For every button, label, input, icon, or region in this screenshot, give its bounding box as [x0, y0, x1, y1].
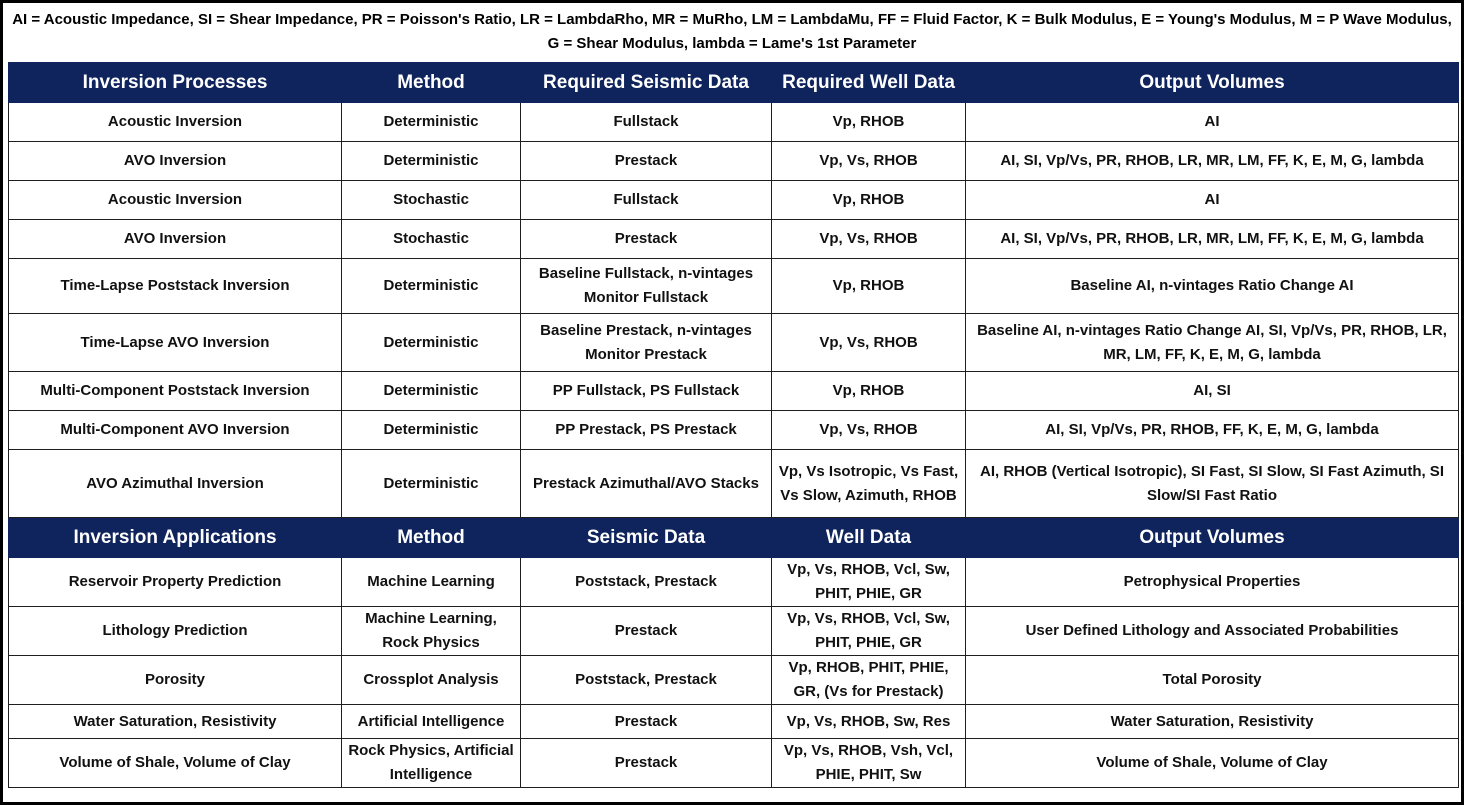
table-row: [9, 372, 1459, 411]
cell-seismic-data: Prestack: [521, 739, 772, 788]
cell-process: Time-Lapse AVO Inversion: [9, 314, 342, 372]
cell-method: Stochastic: [342, 181, 521, 220]
cell-application: Reservoir Property Prediction: [9, 558, 342, 607]
cell-output-volumes: AI, SI, Vp/Vs, PR, RHOB, LR, MR, LM, FF, K, E, M, G, lambda: [966, 142, 1459, 181]
cell-method: Stochastic: [342, 220, 521, 259]
applications-header-row: [9, 518, 1459, 558]
cell-method: Crossplot Analysis: [342, 656, 521, 705]
cell-output-volumes: Baseline AI, n-vintages Ratio Change AI, SI, Vp/Vs, PR, RHOB, LR, MR, LM, FF, K, E, M, G, lambda: [966, 314, 1459, 372]
cell-process: Acoustic Inversion: [9, 181, 342, 220]
cell-well-data: Vp, Vs, RHOB, Vsh, Vcl, PHIE, PHIT, Sw: [772, 739, 966, 788]
abbreviation-legend: AI = Acoustic Impedance, SI = Shear Impedance, PR = Poisson's Ratio, LR = LambdaRho, MR = MuRho, LM = LambdaMu, FF = Fluid Factor, K = Bulk Modulus, E = Young's Modulus, M = P Wave Modulus, G = Shear Modulus, lambda = Lame's 1st Parameter: [12, 11, 1452, 52]
table-row: [9, 450, 1459, 518]
cell-well-data: Vp, Vs, RHOB, Sw, Res: [772, 705, 966, 739]
table-row: [9, 314, 1459, 372]
table-row: [9, 558, 1459, 607]
header-seismic-data: Seismic Data: [521, 518, 772, 558]
header-method: Method: [342, 518, 521, 558]
cell-output-volumes: AI: [966, 103, 1459, 142]
header-required-seismic-data: Required Seismic Data: [521, 63, 772, 103]
cell-output-volumes: AI, SI, Vp/Vs, PR, RHOB, FF, K, E, M, G, lambda: [966, 411, 1459, 450]
cell-well-data: Vp, Vs, RHOB: [772, 220, 966, 259]
cell-output-volumes: AI, RHOB (Vertical Isotropic), SI Fast, SI Slow, SI Fast Azimuth, SI Slow/SI Fast Ratio: [966, 450, 1459, 518]
cell-output-volumes: Baseline AI, n-vintages Ratio Change AI: [966, 259, 1459, 314]
processes-header-row: [9, 63, 1459, 103]
cell-output-volumes: Volume of Shale, Volume of Clay: [966, 739, 1459, 788]
cell-method: Machine Learning: [342, 558, 521, 607]
header-inversion-processes: Inversion Processes: [9, 63, 342, 103]
table-row: [9, 705, 1459, 739]
cell-method: Artificial Intelligence: [342, 705, 521, 739]
cell-application: Water Saturation, Resistivity: [9, 705, 342, 739]
table-row: [9, 739, 1459, 788]
header-well-data: Well Data: [772, 518, 966, 558]
cell-application: Volume of Shale, Volume of Clay: [9, 739, 342, 788]
cell-seismic-data: Poststack, Prestack: [521, 656, 772, 705]
cell-seismic-data: Prestack: [521, 142, 772, 181]
header-output-volumes: Output Volumes: [966, 518, 1459, 558]
cell-seismic-data: Fullstack: [521, 181, 772, 220]
cell-output-volumes: Water Saturation, Resistivity: [966, 705, 1459, 739]
cell-output-volumes: AI, SI, Vp/Vs, PR, RHOB, LR, MR, LM, FF, K, E, M, G, lambda: [966, 220, 1459, 259]
table-row: [9, 656, 1459, 705]
header-required-well-data: Required Well Data: [772, 63, 966, 103]
cell-output-volumes: AI: [966, 181, 1459, 220]
cell-well-data: Vp, Vs Isotropic, Vs Fast, Vs Slow, Azimuth, RHOB: [772, 450, 966, 518]
cell-well-data: Vp, RHOB: [772, 259, 966, 314]
cell-well-data: Vp, RHOB: [772, 181, 966, 220]
cell-seismic-data: PP Fullstack, PS Fullstack: [521, 372, 772, 411]
table-row: [9, 259, 1459, 314]
cell-seismic-data: Prestack: [521, 705, 772, 739]
table-row: [9, 181, 1459, 220]
cell-application: Lithology Prediction: [9, 607, 342, 656]
cell-process: Time-Lapse Poststack Inversion: [9, 259, 342, 314]
cell-seismic-data: Prestack Azimuthal/AVO Stacks: [521, 450, 772, 518]
inversion-table: [8, 62, 1459, 788]
cell-process: AVO Inversion: [9, 220, 342, 259]
cell-well-data: Vp, RHOB: [772, 103, 966, 142]
header-inversion-applications: Inversion Applications: [9, 518, 342, 558]
table-row: [9, 103, 1459, 142]
table-row: [9, 220, 1459, 259]
cell-application: Porosity: [9, 656, 342, 705]
cell-method: Deterministic: [342, 314, 521, 372]
cell-method: Deterministic: [342, 411, 521, 450]
cell-method: Rock Physics, Artificial Intelligence: [342, 739, 521, 788]
cell-well-data: Vp, RHOB: [772, 372, 966, 411]
cell-well-data: Vp, RHOB, PHIT, PHIE, GR, (Vs for Prestack): [772, 656, 966, 705]
cell-seismic-data: Prestack: [521, 220, 772, 259]
cell-well-data: Vp, Vs, RHOB: [772, 142, 966, 181]
cell-seismic-data: Baseline Prestack, n-vintages Monitor Prestack: [521, 314, 772, 372]
cell-process: Multi-Component Poststack Inversion: [9, 372, 342, 411]
header-method: Method: [342, 63, 521, 103]
cell-well-data: Vp, Vs, RHOB, Vcl, Sw, PHIT, PHIE, GR: [772, 607, 966, 656]
cell-well-data: Vp, Vs, RHOB: [772, 411, 966, 450]
table-row: [9, 607, 1459, 656]
cell-method: Machine Learning, Rock Physics: [342, 607, 521, 656]
cell-seismic-data: PP Prestack, PS Prestack: [521, 411, 772, 450]
cell-seismic-data: Prestack: [521, 607, 772, 656]
cell-method: Deterministic: [342, 259, 521, 314]
table-row: [9, 142, 1459, 181]
cell-well-data: Vp, Vs, RHOB, Vcl, Sw, PHIT, PHIE, GR: [772, 558, 966, 607]
cell-seismic-data: Poststack, Prestack: [521, 558, 772, 607]
cell-process: Multi-Component AVO Inversion: [9, 411, 342, 450]
cell-process: AVO Azimuthal Inversion: [9, 450, 342, 518]
cell-process: Acoustic Inversion: [9, 103, 342, 142]
cell-output-volumes: Petrophysical Properties: [966, 558, 1459, 607]
cell-method: Deterministic: [342, 372, 521, 411]
cell-method: Deterministic: [342, 450, 521, 518]
table-row: [9, 411, 1459, 450]
cell-process: AVO Inversion: [9, 142, 342, 181]
cell-seismic-data: Fullstack: [521, 103, 772, 142]
header-output-volumes: Output Volumes: [966, 63, 1459, 103]
cell-method: Deterministic: [342, 142, 521, 181]
cell-seismic-data: Baseline Fullstack, n-vintages Monitor Fullstack: [521, 259, 772, 314]
cell-output-volumes: Total Porosity: [966, 656, 1459, 705]
cell-output-volumes: User Defined Lithology and Associated Probabilities: [966, 607, 1459, 656]
cell-well-data: Vp, Vs, RHOB: [772, 314, 966, 372]
cell-output-volumes: AI, SI: [966, 372, 1459, 411]
cell-method: Deterministic: [342, 103, 521, 142]
